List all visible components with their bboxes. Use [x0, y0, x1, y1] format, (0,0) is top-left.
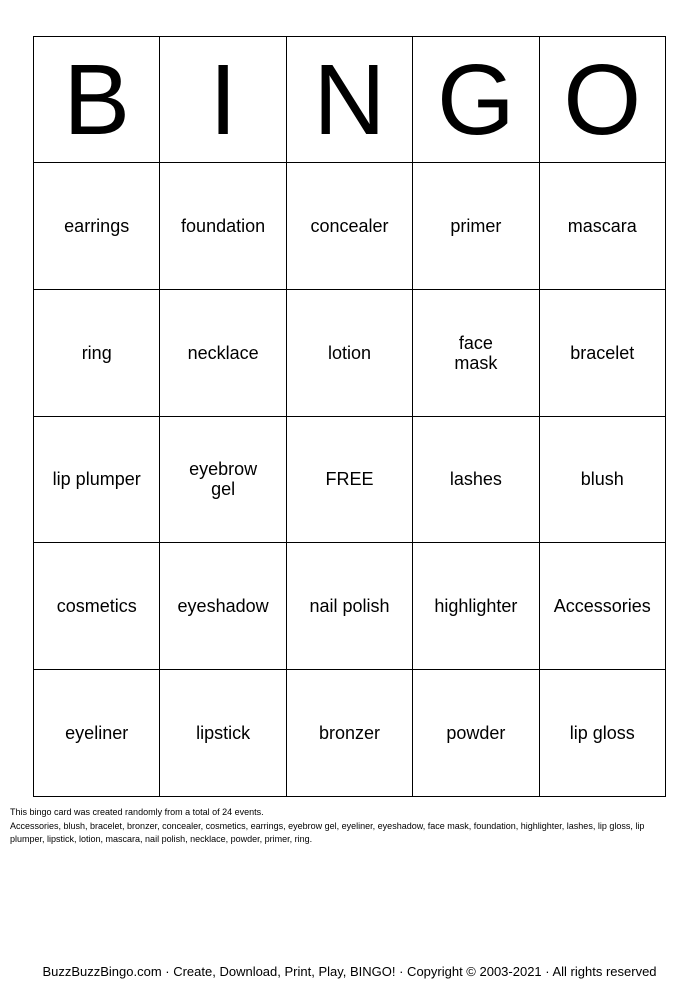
cell-text-line: face	[458, 332, 493, 353]
bingo-cell	[286, 163, 412, 290]
cell-text-line: lipstick	[196, 723, 251, 744]
cell-text-line: eyebrow	[189, 459, 258, 480]
bingo-cell	[160, 163, 286, 290]
bingo-cell	[413, 543, 539, 670]
cell-text-line: foundation	[181, 215, 266, 236]
bingo-row	[34, 163, 666, 290]
cell-text-line: powder	[446, 723, 506, 744]
footnote-summary: This bingo card was created randomly from a total of 24 events.	[10, 807, 264, 817]
bingo-cell	[160, 543, 286, 670]
cell-text-line: eyeshadow	[177, 596, 269, 617]
bingo-cell	[160, 670, 286, 797]
bingo-cell	[34, 543, 160, 670]
cell-text-line: primer	[450, 215, 502, 236]
cell-text-line: lip plumper	[52, 469, 141, 490]
cell-text-line: lashes	[449, 469, 502, 490]
bingo-cell	[413, 163, 539, 290]
card-footnote	[10, 806, 678, 847]
cell-text-line: bronzer	[318, 723, 380, 744]
cell-text-line: nail polish	[309, 596, 390, 617]
bingo-card	[33, 36, 666, 797]
bingo-cell	[160, 416, 286, 543]
bingo-cell	[413, 670, 539, 797]
cell-text-line: earrings	[64, 215, 130, 236]
bingo-cell	[34, 289, 160, 416]
footnote-word-list: Accessories, blush, bracelet, bronzer, concealer, cosmetics, earrings, eyebrow gel, eyeliner, eyeshadow, face mask, foundation, highlighter, lashes, lip gloss, lip plumper, lipstick, lotion, mascara, nail polish, necklace, powder, primer, ring.	[10, 820, 645, 844]
bingo-row	[34, 543, 666, 670]
cell-text-line: Accessories	[553, 596, 651, 617]
cell-text-line: FREE	[325, 469, 374, 490]
cell-text-line: cosmetics	[56, 596, 137, 617]
cell-text-line: eyeliner	[65, 723, 129, 744]
bingo-row	[34, 670, 666, 797]
cell-text-line: bracelet	[570, 342, 635, 363]
cell-text-line: lotion	[327, 342, 371, 363]
bingo-cell	[413, 289, 539, 416]
cell-text-line: mask	[454, 352, 498, 373]
bingo-row	[34, 416, 666, 543]
bingo-cell	[539, 163, 665, 290]
cell-text-line: highlighter	[434, 596, 518, 617]
bingo-cell	[539, 416, 665, 543]
bingo-header-row	[34, 37, 666, 163]
header-letter-g: G	[413, 37, 539, 163]
bingo-cell	[539, 670, 665, 797]
bingo-cell	[34, 163, 160, 290]
bingo-cell	[286, 543, 412, 670]
bingo-cell	[160, 289, 286, 416]
header-letter-o: O	[539, 37, 665, 163]
header-letter-i: I	[160, 37, 286, 163]
cell-text-line: blush	[580, 469, 624, 490]
bingo-cell	[539, 543, 665, 670]
cell-text-line: mascara	[567, 215, 637, 236]
bingo-cell	[286, 670, 412, 797]
cell-text-line: concealer	[310, 215, 389, 236]
cell-text-line: necklace	[187, 342, 259, 363]
bingo-cell	[413, 416, 539, 543]
header-letter-n: N	[286, 37, 412, 163]
bingo-cell	[34, 670, 160, 797]
bingo-cell	[34, 416, 160, 543]
page-footer: BuzzBuzzBingo.com · Create, Download, Print, Play, BINGO! · Copyright © 2003-2021 · All rights reserved	[42, 964, 657, 979]
cell-text-line: lip gloss	[569, 723, 635, 744]
bingo-cell	[286, 289, 412, 416]
bingo-cell	[539, 289, 665, 416]
header-letter-b: B	[34, 37, 160, 163]
bingo-row	[34, 289, 666, 416]
free-space-cell	[286, 416, 412, 543]
cell-text-line: ring	[81, 342, 112, 363]
cell-text-line: gel	[211, 479, 236, 500]
